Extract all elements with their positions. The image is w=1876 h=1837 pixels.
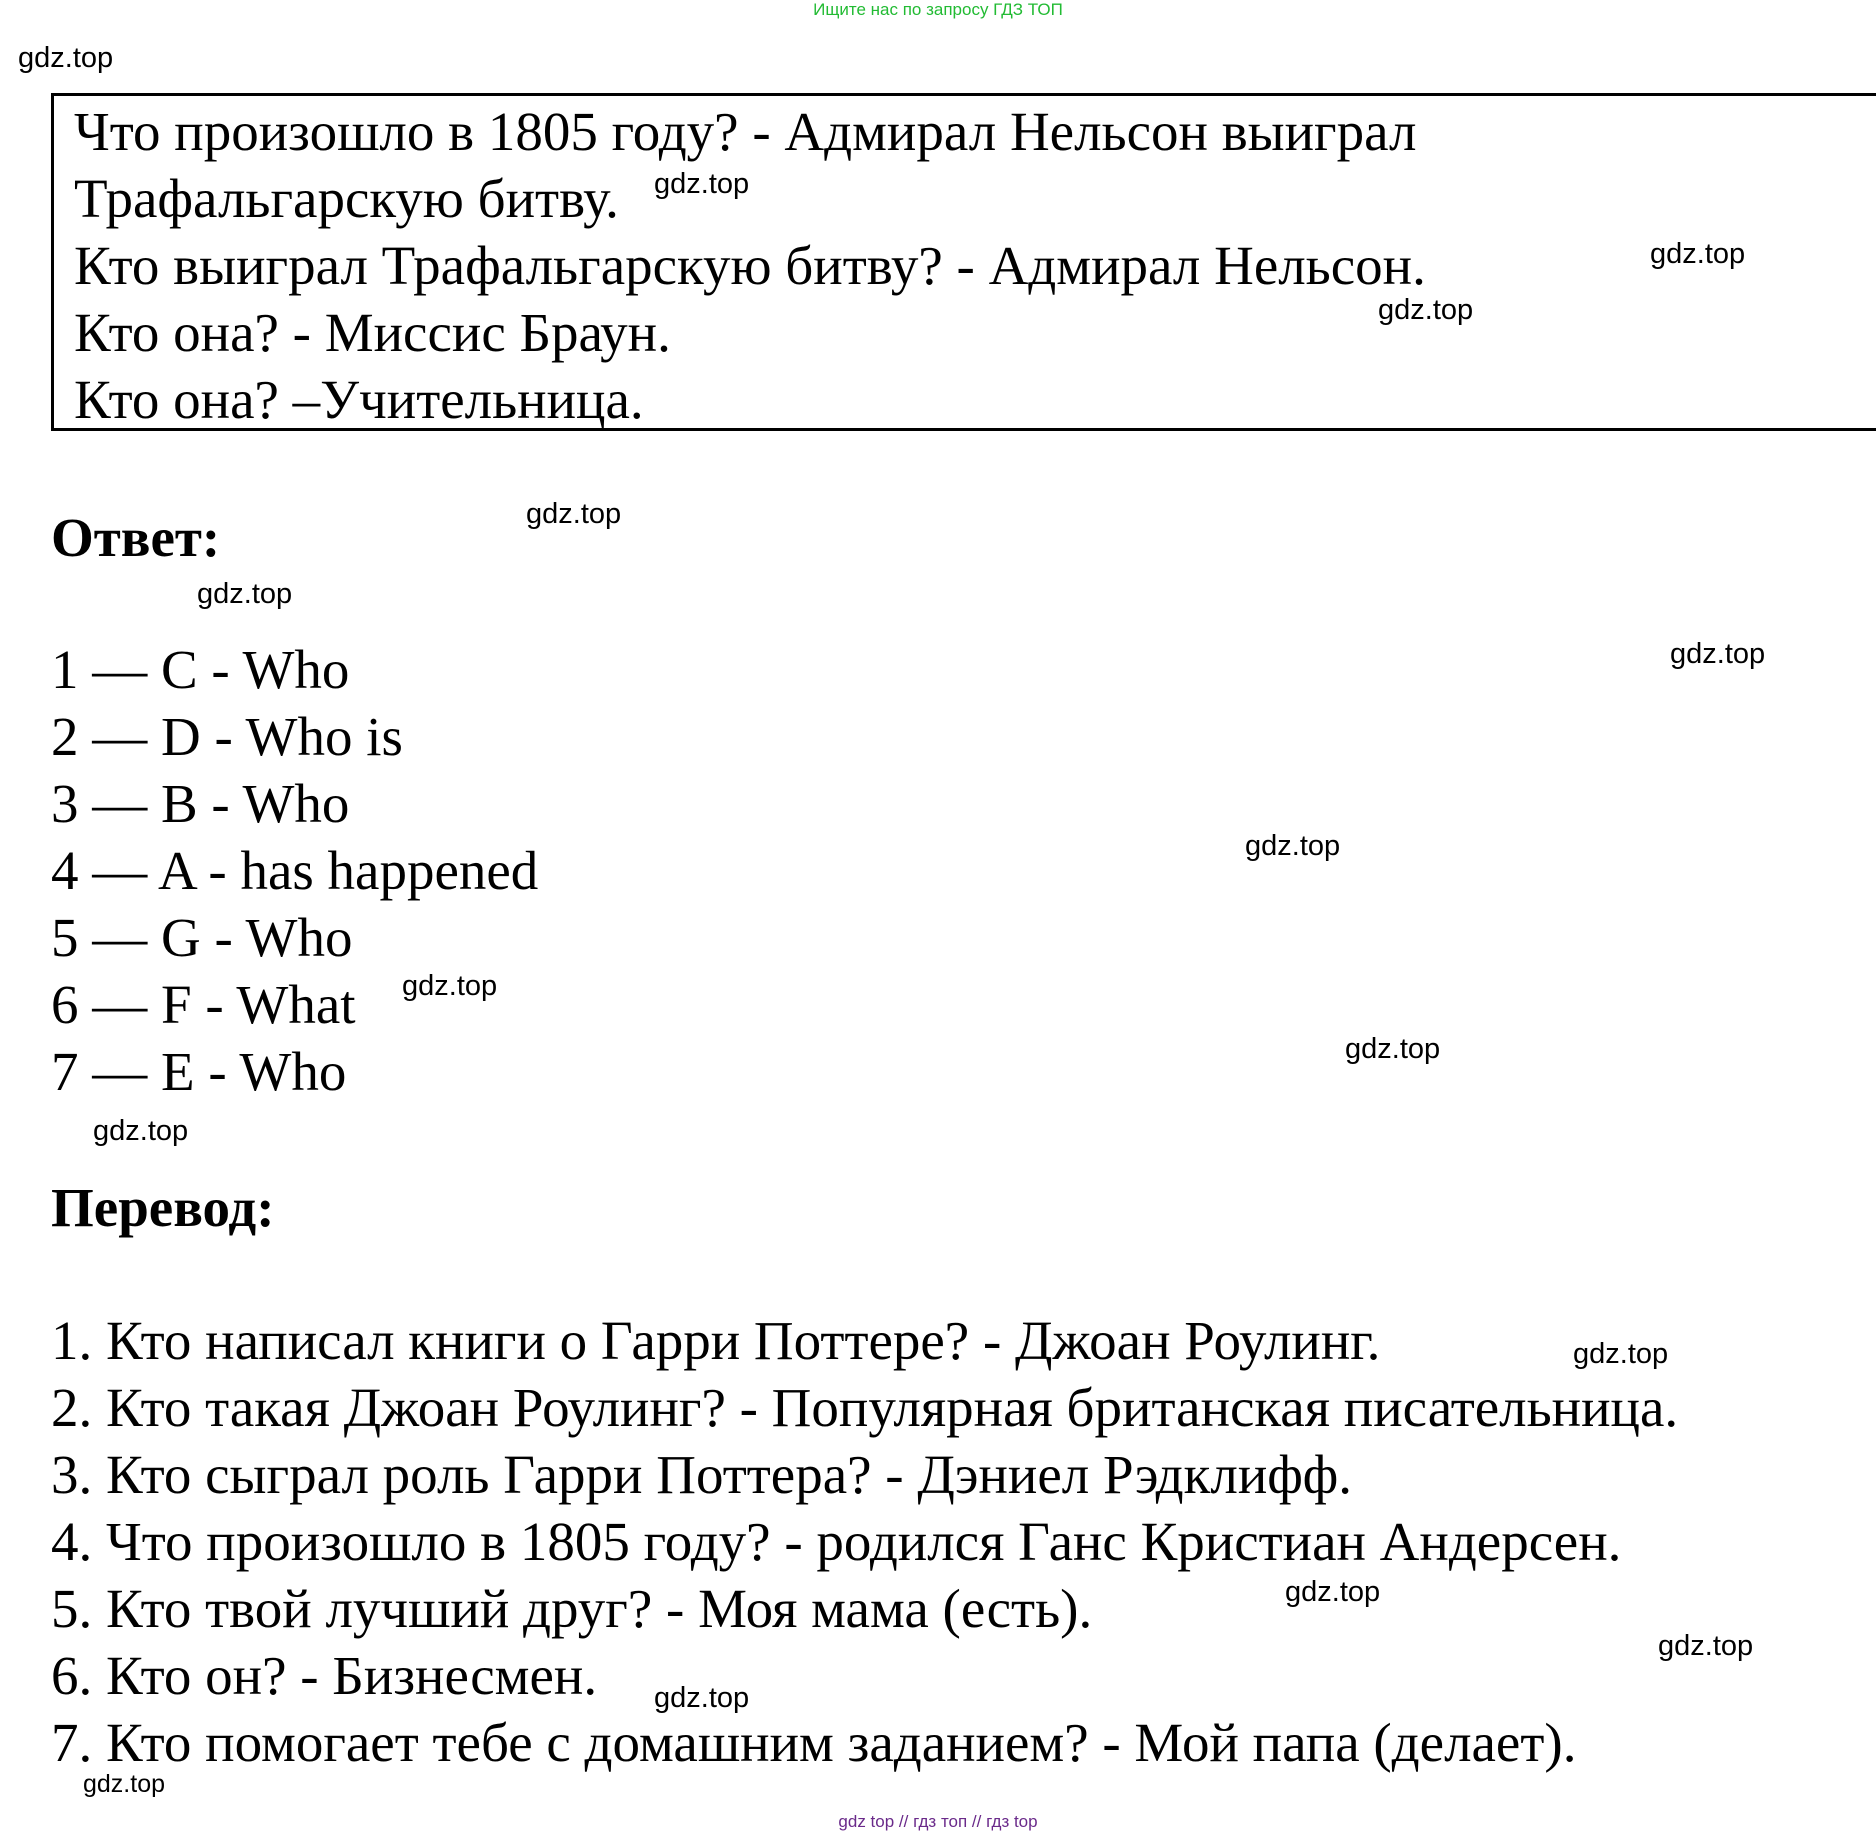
watermark: gdz.top — [1345, 1033, 1441, 1065]
question-line-5: Кто она? –Учительница. — [74, 369, 644, 430]
translation-item-3: 3. Кто сыграл роль Гарри Поттера? - Дэниел Рэдклифф. — [51, 1444, 1352, 1505]
watermark: gdz.top — [1573, 1338, 1669, 1370]
watermark: gdz.top — [654, 1682, 750, 1714]
watermark: gdz.top — [93, 1115, 189, 1147]
answer-item-1: 1 — C - Who — [51, 639, 350, 700]
watermark: gdz.top — [1650, 238, 1746, 270]
question-line-4: Кто она? - Миссис Браун. — [74, 302, 671, 363]
watermark: gdz.top — [526, 498, 622, 530]
watermark: gdz.top — [654, 168, 750, 200]
translation-heading: Перевод: — [51, 1177, 275, 1238]
translation-item-1: 1. Кто написал книги о Гарри Поттере? - Джоан Роулинг. — [51, 1310, 1381, 1371]
watermark: gdz.top — [1378, 294, 1474, 326]
watermark: gdz.top — [402, 970, 498, 1002]
watermark: gdz.top — [1670, 638, 1766, 670]
translation-item-7: 7. Кто помогает тебе с домашним заданием? - Мой папа (делает). — [51, 1712, 1577, 1773]
answer-item-3: 3 — B - Who — [51, 773, 350, 834]
question-line-2: Трафальгарскую битву. — [74, 168, 619, 229]
translation-item-5: 5. Кто твой лучший друг? - Моя мама (есть). — [51, 1578, 1093, 1639]
translation-item-4: 4. Что произошло в 1805 году? - родился Ганс Кристиан Андерсен. — [51, 1511, 1622, 1572]
top-banner: Ищите нас по запросу ГДЗ ТОП — [813, 0, 1063, 19]
footer-links: gdz top // гдз топ // гдз top — [838, 1812, 1038, 1831]
answer-item-4: 4 — A - has happened — [51, 840, 539, 901]
answer-item-6: 6 — F - What — [51, 974, 356, 1035]
answer-heading: Ответ: — [51, 507, 221, 568]
translation-item-6: 6. Кто он? - Бизнесмен. — [51, 1645, 598, 1706]
watermark: gdz.top — [18, 42, 114, 74]
watermark: gdz.top — [1245, 830, 1341, 862]
question-line-3: Кто выиграл Трафальгарскую битву? - Адмирал Нельсон. — [74, 235, 1426, 296]
watermark: gdz.top — [1285, 1576, 1381, 1608]
watermark: gdz.top — [197, 578, 293, 610]
translation-item-2: 2. Кто такая Джоан Роулинг? - Популярная британская писательница. — [51, 1377, 1679, 1438]
answer-item-2: 2 — D - Who is — [51, 706, 403, 767]
answer-item-5: 5 — G - Who — [51, 907, 353, 968]
watermark: gdz.top — [1658, 1630, 1754, 1662]
answer-item-7: 7 — E - Who — [51, 1041, 347, 1102]
question-line-1: Что произошло в 1805 году? - Адмирал Нельсон выиграл — [74, 101, 1417, 162]
watermark: gdz.top — [83, 1770, 166, 1798]
